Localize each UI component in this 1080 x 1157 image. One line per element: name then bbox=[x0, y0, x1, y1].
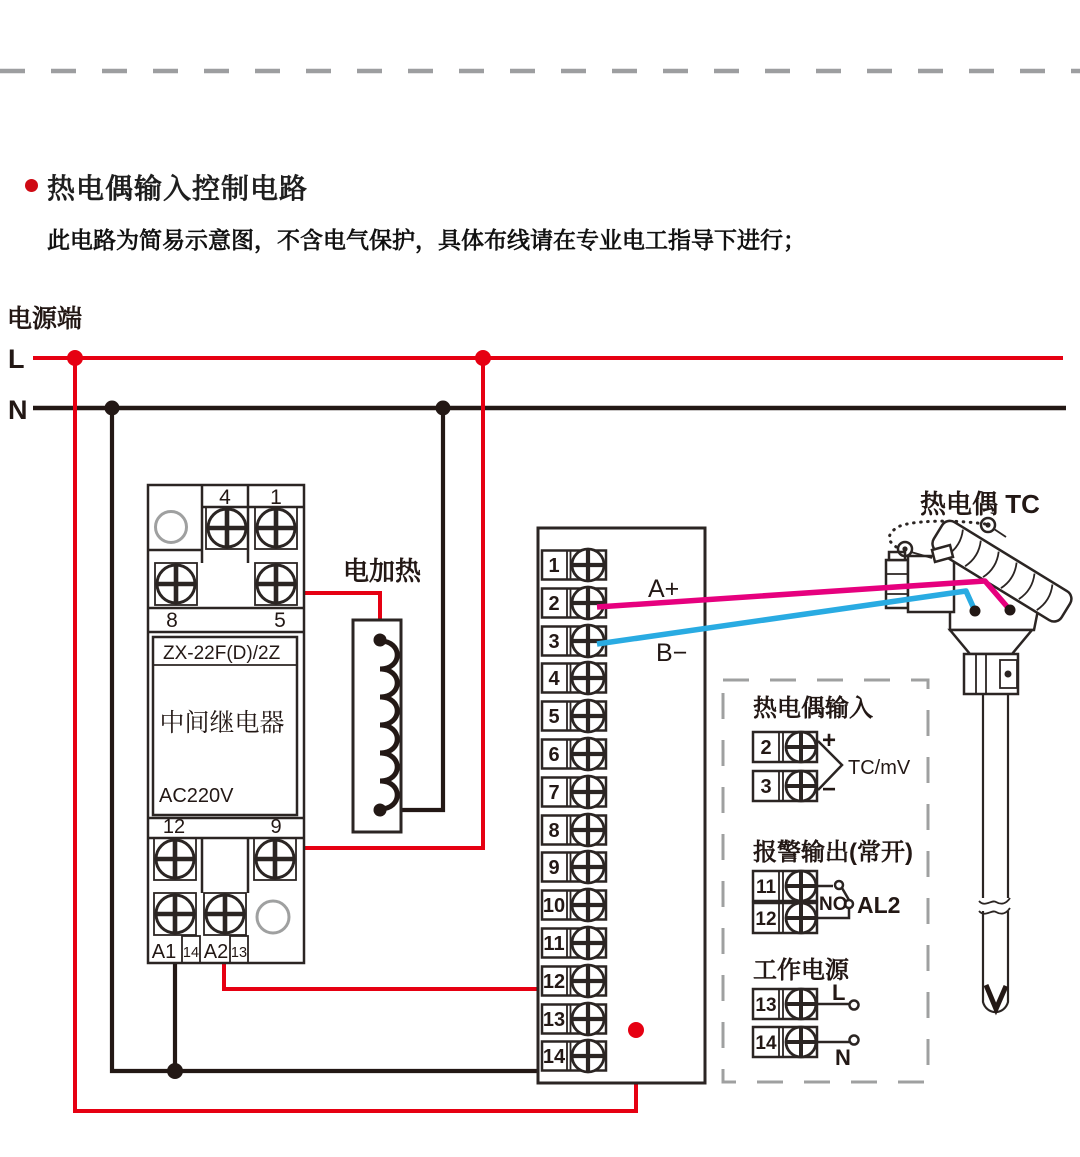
terminal-number: 3 bbox=[548, 631, 560, 653]
relay-terminal-8: 8 bbox=[166, 609, 178, 632]
legend-al2-label: AL2 bbox=[857, 892, 901, 918]
power-terminal-label: 电源端 bbox=[7, 305, 83, 333]
relay-terminal-14: 14 bbox=[182, 945, 200, 961]
mains-rails bbox=[8, 344, 1066, 425]
legend-terminal-3: 3 bbox=[760, 776, 772, 798]
relay-terminal-a2: A2 bbox=[203, 941, 229, 963]
heater-label: 电加热 bbox=[343, 556, 422, 586]
relay-screw-a2 bbox=[206, 895, 244, 933]
relay-screw-8 bbox=[157, 565, 195, 603]
relay-name: 中间继电器 bbox=[159, 709, 285, 737]
terminal-number: 11 bbox=[543, 933, 565, 955]
terminal-number: 10 bbox=[542, 895, 566, 917]
head-neck bbox=[950, 630, 1032, 654]
terminal-number: 14 bbox=[542, 1046, 566, 1068]
cap-eyelet-top bbox=[981, 518, 1006, 537]
probe-rod bbox=[983, 694, 1008, 1012]
wire-b-label: B− bbox=[656, 639, 688, 667]
terminal-number: 4 bbox=[548, 668, 560, 690]
thermocouple-label: 热电偶 TC bbox=[920, 489, 1040, 519]
legend-terminal-11: 11 bbox=[755, 877, 777, 898]
relay-model: ZX-22F(D)/2Z bbox=[163, 643, 281, 664]
relay-screw-4 bbox=[208, 509, 246, 547]
terminal-number: 5 bbox=[548, 706, 560, 728]
terminal-number: 7 bbox=[548, 782, 560, 804]
legend-power-title: 工作电源 bbox=[753, 957, 849, 984]
legend-no-label: NO bbox=[819, 894, 848, 915]
terminal-number: 2 bbox=[548, 593, 560, 615]
controller-terminal-block bbox=[538, 528, 705, 1083]
legend-minus-sign: − bbox=[822, 776, 837, 803]
legend-l-label: L bbox=[832, 980, 846, 1005]
terminal-number: 6 bbox=[548, 744, 560, 766]
relay-screw-12 bbox=[156, 840, 194, 878]
terminal-number: 9 bbox=[548, 857, 560, 879]
legend-n-label: N bbox=[835, 1045, 851, 1070]
intermediate-relay bbox=[148, 485, 304, 963]
legend-tc-title: 热电偶输入 bbox=[753, 695, 873, 722]
relay-terminal-4: 4 bbox=[219, 486, 231, 509]
relay-terminal-5: 5 bbox=[274, 609, 286, 632]
heater-bottom-node bbox=[374, 804, 387, 817]
page-title: 热电偶输入控制电路 bbox=[47, 173, 309, 204]
terminal-number: 12 bbox=[542, 971, 566, 993]
terminal-number: 8 bbox=[548, 820, 560, 842]
relay-terminal-1: 1 bbox=[270, 486, 282, 509]
legend-terminal-13: 13 bbox=[755, 995, 777, 1016]
relay-screw-a1 bbox=[156, 895, 194, 933]
legend-terminal-14: 14 bbox=[755, 1033, 777, 1054]
legend-terminal-2: 2 bbox=[760, 737, 772, 759]
probe-tip-arrow bbox=[986, 985, 1006, 1009]
relay-voltage: AC220V bbox=[159, 785, 234, 807]
relay-screw-1 bbox=[257, 509, 295, 547]
thermocouple-assembly bbox=[886, 489, 1075, 1012]
line-l-label: L bbox=[8, 344, 25, 374]
relay-terminal-a1: A1 bbox=[151, 941, 177, 963]
relay-screw-9 bbox=[256, 840, 294, 878]
page-subtitle: 此电路为简易示意图，不含电气保护，具体布线请在专业电工指导下进行； bbox=[47, 227, 806, 253]
legend-plus-sign: + bbox=[822, 727, 837, 754]
legend-tc-note: TC/mV bbox=[848, 757, 911, 779]
wire-a-label: A+ bbox=[648, 575, 680, 603]
terminal-number: 1 bbox=[548, 555, 560, 577]
legend-alarm-title: 报警输出(常开) bbox=[753, 839, 913, 866]
relay-terminal-9: 9 bbox=[270, 816, 282, 838]
relay-terminal-12: 12 bbox=[162, 816, 186, 838]
relay-screw-5 bbox=[257, 565, 295, 603]
legend-panel bbox=[723, 680, 928, 1082]
legend-terminal-12: 12 bbox=[755, 909, 777, 930]
heater-top-node bbox=[374, 634, 387, 647]
line-n-label: N bbox=[8, 395, 28, 425]
relay-terminal-13: 13 bbox=[230, 945, 248, 961]
electric-heater bbox=[343, 556, 422, 832]
terminal-number: 13 bbox=[542, 1009, 566, 1031]
